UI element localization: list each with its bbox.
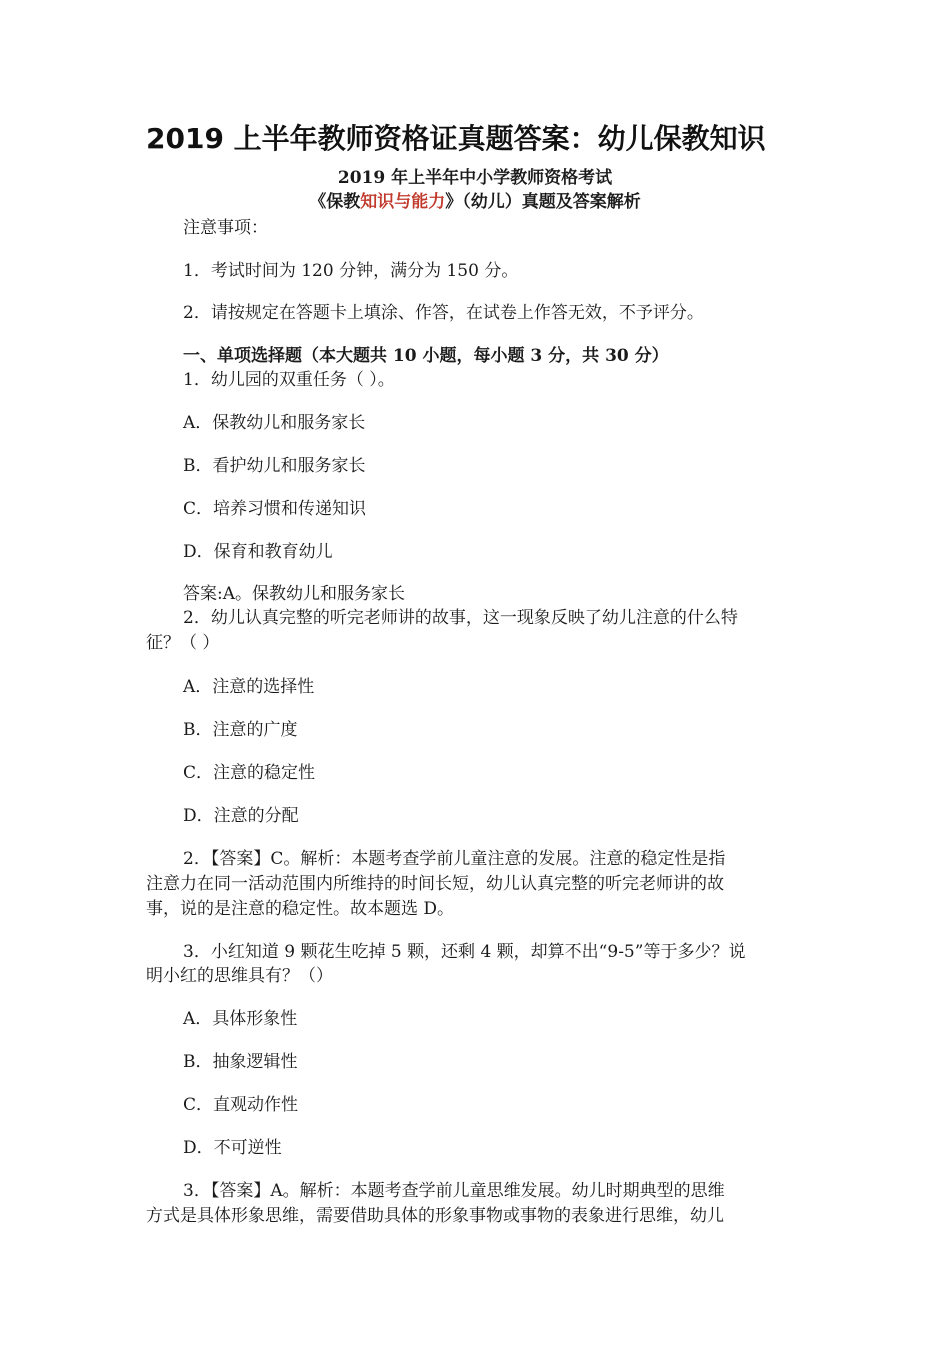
- option-c: C．直观动作性: [183, 1095, 299, 1115]
- answer-explanation: 2．【答案】C。解析：本题考查学前儿童注意的发展。注意的稳定性是指: [183, 849, 726, 869]
- option-d: D．注意的分配: [183, 806, 299, 826]
- question-stem-cont: 明小红的思维具有？（）: [146, 966, 333, 986]
- document-title: 2019 上半年教师资格证真题答案：幼儿保教知识: [146, 122, 766, 155]
- notice-heading: 注意事项：: [183, 218, 268, 238]
- subject-prefix: 《保教: [309, 192, 361, 212]
- question-stem: 1．幼儿园的双重任务（ ）。: [183, 370, 395, 390]
- question-stem-cont: 征？（ ）: [146, 633, 220, 653]
- option-a: A．保教幼儿和服务家长: [183, 413, 366, 433]
- option-c: C．注意的稳定性: [183, 763, 316, 783]
- answer-explanation-cont: 事，说的是注意的稳定性。故本题选 D。: [146, 899, 455, 919]
- option-d: D．不可逆性: [183, 1138, 282, 1158]
- option-a: A．具体形象性: [183, 1009, 298, 1029]
- question-stem: 3．小红知道 9 颗花生吃掉 5 颗，还剩 4 颗，却算不出“9-5”等于多少？说: [183, 942, 746, 962]
- option-b: B．抽象逻辑性: [183, 1052, 298, 1072]
- option-b: B．注意的广度: [183, 720, 298, 740]
- subject-highlight: 知识与能力: [360, 192, 446, 212]
- answer-explanation-cont: 注意力在同一活动范围内所维持的时间长短，幼儿认真完整的听完老师讲的故: [146, 874, 724, 894]
- exam-subtitle: 2019 年上半年中小学教师资格考试: [337, 168, 613, 188]
- option-c: C．培养习惯和传递知识: [183, 499, 367, 519]
- subject-suffix: 》（幼儿）真题及答案解析: [445, 192, 641, 212]
- notice-item: 1．考试时间为 120 分钟，满分为 150 分。: [183, 261, 519, 281]
- exam-subject-line: [0, 190, 950, 214]
- option-b: B．看护幼儿和服务家长: [183, 456, 366, 476]
- answer-explanation-cont: 方式是具体形象思维，需要借助具体的形象事物或事物的表象进行思维，幼儿: [146, 1206, 724, 1226]
- section-heading: 一、单项选择题（本大题共 10 小题，每小题 3 分，共 30 分）: [183, 346, 669, 366]
- answer-line: 答案:A。保教幼儿和服务家长: [183, 584, 406, 604]
- notice-item: 2．请按规定在答题卡上填涂、作答，在试卷上作答无效，不予评分。: [183, 303, 704, 323]
- answer-explanation: 3．【答案】A。解析：本题考查学前儿童思维发展。幼儿时期典型的思维: [183, 1181, 725, 1201]
- question-stem: 2．幼儿认真完整的听完老师讲的故事，这一现象反映了幼儿注意的什么特: [183, 608, 738, 628]
- option-d: D．保育和教育幼儿: [183, 542, 333, 562]
- option-a: A．注意的选择性: [183, 677, 315, 697]
